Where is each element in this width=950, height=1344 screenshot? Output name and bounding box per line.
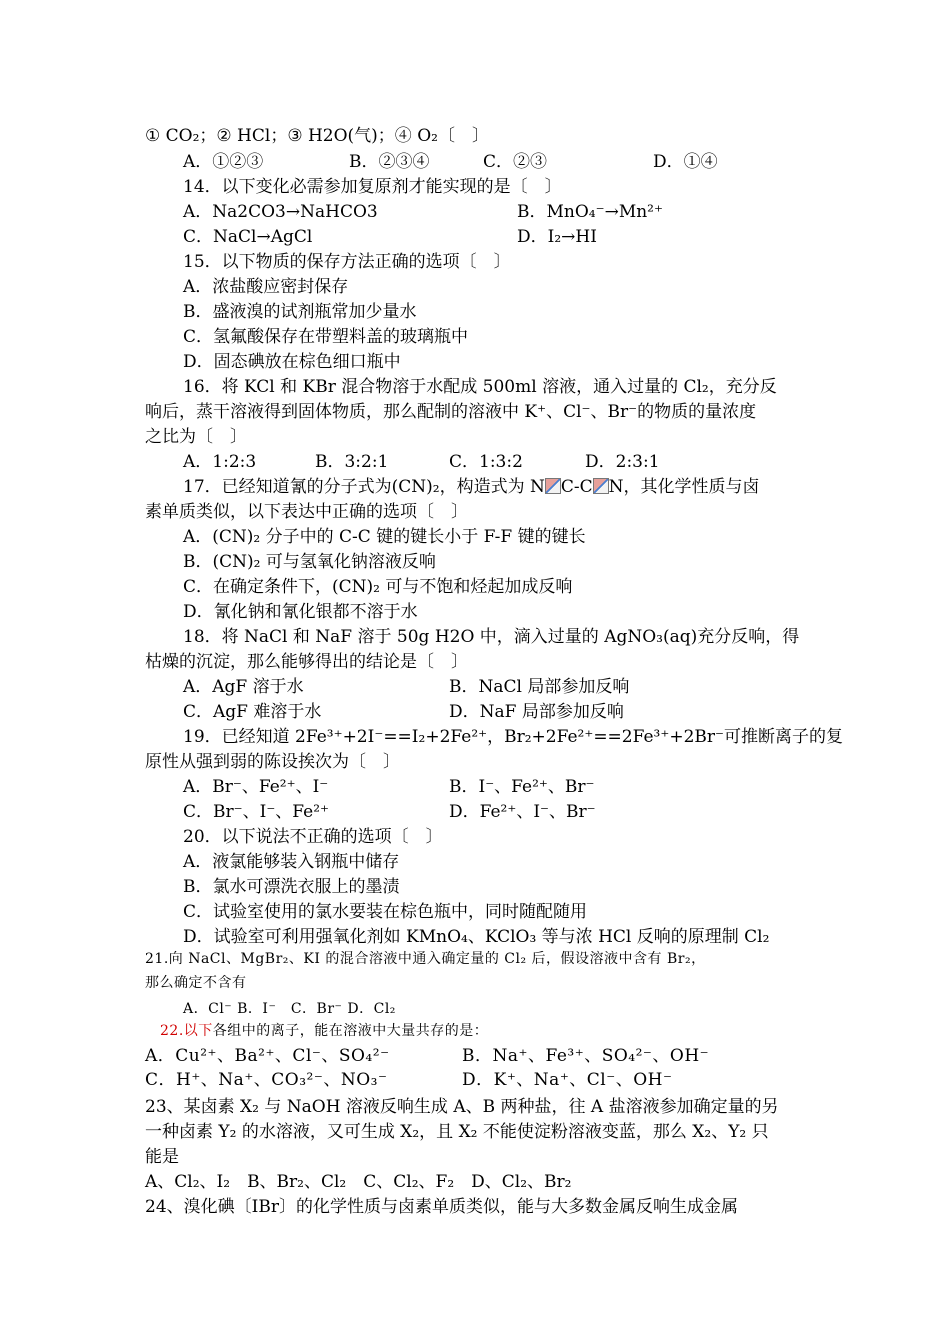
q20-option-b: B．氯水可漂洗衣服上的墨渍: [183, 877, 400, 897]
q13-option-d: D．①④: [653, 152, 718, 172]
q14-option-c: C．NaCl→AgCl: [183, 227, 313, 247]
q16-stem-line3: 之比为〔 〕: [145, 427, 247, 447]
q22-option-d: D．K⁺、Na⁺、Cl⁻、OH⁻: [462, 1070, 673, 1090]
q15-option-b: B．盛液溴的试剂瓶常加少量水: [183, 302, 417, 322]
q19-option-b: B．I⁻、Fe²⁺、Br⁻: [449, 777, 595, 797]
q17-option-c: C．在确定条件下，(CN)₂ 可与不饱和烃起加成反响: [183, 577, 573, 597]
q19-stem-line1: 19．已经知道 2Fe³⁺+2I⁻==I₂+2Fe²⁺，Br₂+2Fe²⁺==2Fe³⁺+2Br⁻可推断离子的复: [183, 727, 843, 747]
q17-text-part2: C-C: [560, 477, 593, 497]
triple-bond-icon: [593, 478, 609, 494]
q15-option-a: A．浓盐酸应密封保存: [183, 277, 349, 297]
q18-option-b: B．NaCl 局部参加反响: [449, 677, 630, 697]
q23-stem-line2: 一种卤素 Y₂ 的水溶液，又可生成 X₂，且 X₂ 不能使淀粉溶液变蓝，那么 X₂、Y₂ 只: [145, 1122, 769, 1142]
q13-option-a: A．①②③: [183, 152, 264, 172]
q16-option-c: C．1:3:2: [449, 452, 523, 472]
q23-stem-line1: 23、某卤素 X₂ 与 NaOH 溶液反响生成 A、B 两种盐，往 A 盐溶液参加确定量的另: [145, 1097, 779, 1117]
q18-option-a: A．AgF 溶于水: [183, 677, 304, 697]
q16-option-b: B．3:2:1: [315, 452, 389, 472]
q19-option-a: A．Br⁻、Fe²⁺、I⁻: [183, 777, 329, 797]
q22-stem: [160, 1020, 488, 1042]
q22-text: 各组中的离子，能在溶液中大量共存的是：: [212, 1023, 489, 1039]
q22-option-b: B．Na⁺、Fe³⁺、SO₄²⁻、OH⁻: [462, 1046, 710, 1066]
q16-stem-line2: 响后，蒸干溶液得到固体物质，那么配制的溶液中 K⁺、Cl⁻、Br⁻的物质的量浓度: [145, 402, 757, 422]
q22-option-c: C．H⁺、Na⁺、CO₃²⁻、NO₃⁻: [145, 1070, 388, 1090]
q14-stem: 14．以下变化必需参加复原剂才能实现的是〔 〕: [183, 177, 562, 197]
q16-option-d: D．2:3:1: [585, 452, 660, 472]
q15-option-c: C．氢氟酸保存在带塑料盖的玻璃瓶中: [183, 327, 469, 347]
q21-stem-line1: 21.向 NaCl、MgBr₂、KI 的混合溶液中通入确定量的 Cl₂ 后，假设溶液中含有 Br₂，: [145, 951, 706, 967]
q17-stem-line2: 素单质类似，以下表达中正确的选项〔 〕: [145, 502, 468, 522]
q20-stem: 20．以下说法不正确的选项〔 〕: [183, 827, 443, 847]
q20-option-d: D．试验室可利用强氧化剂如 KMnO₄、KClO₃ 等与浓 HCl 反响的原理制 Cl₂: [183, 927, 770, 947]
q18-option-d: D．NaF 局部参加反响: [449, 702, 624, 722]
q13-items: ① CO₂；② HCl；③ H2O(气)；④ O₂〔 〕: [145, 126, 489, 146]
q22-option-a: A．Cu²⁺、Ba²⁺、Cl⁻、SO₄²⁻: [145, 1046, 390, 1066]
q17-option-a: A．(CN)₂ 分子中的 C-C 键的键长小于 F-F 键的键长: [183, 527, 586, 547]
q17-stem-line1: [183, 476, 760, 498]
q13-option-c: C．②③: [483, 152, 548, 172]
q18-stem-line1: 18．将 NaCl 和 NaF 溶于 50g H2O 中，滴入过量的 AgNO₃(aq)充分反响，得: [183, 627, 800, 647]
q21-options: A．Cl⁻ B．I⁻ C．Br⁻ D．Cl₂: [183, 1001, 396, 1017]
q21-stem-line2: 那么确定不含有: [145, 975, 247, 991]
q14-option-b: B．MnO₄⁻→Mn²⁺: [517, 202, 663, 222]
q18-stem-line2: 枯燥的沉淀，那么能够得出的结论是〔 〕: [145, 652, 468, 672]
q19-stem-line2: 原性从强到弱的陈设挨次为〔 〕: [145, 752, 400, 772]
q19-option-c: C．Br⁻、I⁻、Fe²⁺: [183, 802, 330, 822]
triple-bond-icon: [545, 478, 561, 494]
q24-stem-line1: 24、溴化碘〔IBr〕的化学性质与卤素单质类似，能与大多数金属反响生成金属: [145, 1197, 738, 1217]
q19-option-d: D．Fe²⁺、I⁻、Br⁻: [449, 802, 596, 822]
q23-stem-line3: 能是: [145, 1147, 179, 1167]
q20-option-c: C．试验室使用的氯水要装在棕色瓶中，同时随配随用: [183, 902, 588, 922]
q18-option-c: C．AgF 难溶于水: [183, 702, 322, 722]
q17-option-d: D．氰化钠和氰化银都不溶于水: [183, 602, 418, 622]
q20-option-a: A．液氯能够装入钢瓶中储存: [183, 852, 400, 872]
q17-text-part3: N，其化学性质与卤: [608, 477, 760, 497]
q22-number: 22.以下: [160, 1023, 213, 1039]
q23-options: A、Cl₂、I₂ B、Br₂、Cl₂ C、Cl₂、F₂ D、Cl₂、Br₂: [145, 1172, 572, 1192]
q17-option-b: B．(CN)₂ 可与氢氧化钠溶液反响: [183, 552, 436, 572]
q16-option-a: A．1:2:3: [183, 452, 257, 472]
q17-text-part1: 17．已经知道氰的分子式为(CN)₂，构造式为 N: [183, 477, 545, 497]
q13-option-b: B．②③④: [349, 152, 430, 172]
q15-option-d: D．固态碘放在棕色细口瓶中: [183, 352, 401, 372]
q15-stem: 15．以下物质的保存方法正确的选项〔 〕: [183, 252, 511, 272]
q14-option-a: A．Na2CO3→NaHCO3: [183, 202, 378, 222]
q16-stem-line1: 16．将 KCl 和 KBr 混合物溶于水配成 500ml 溶液，通入过量的 Cl₂，充分反: [183, 377, 777, 397]
q14-option-d: D．I₂→HI: [517, 227, 597, 247]
